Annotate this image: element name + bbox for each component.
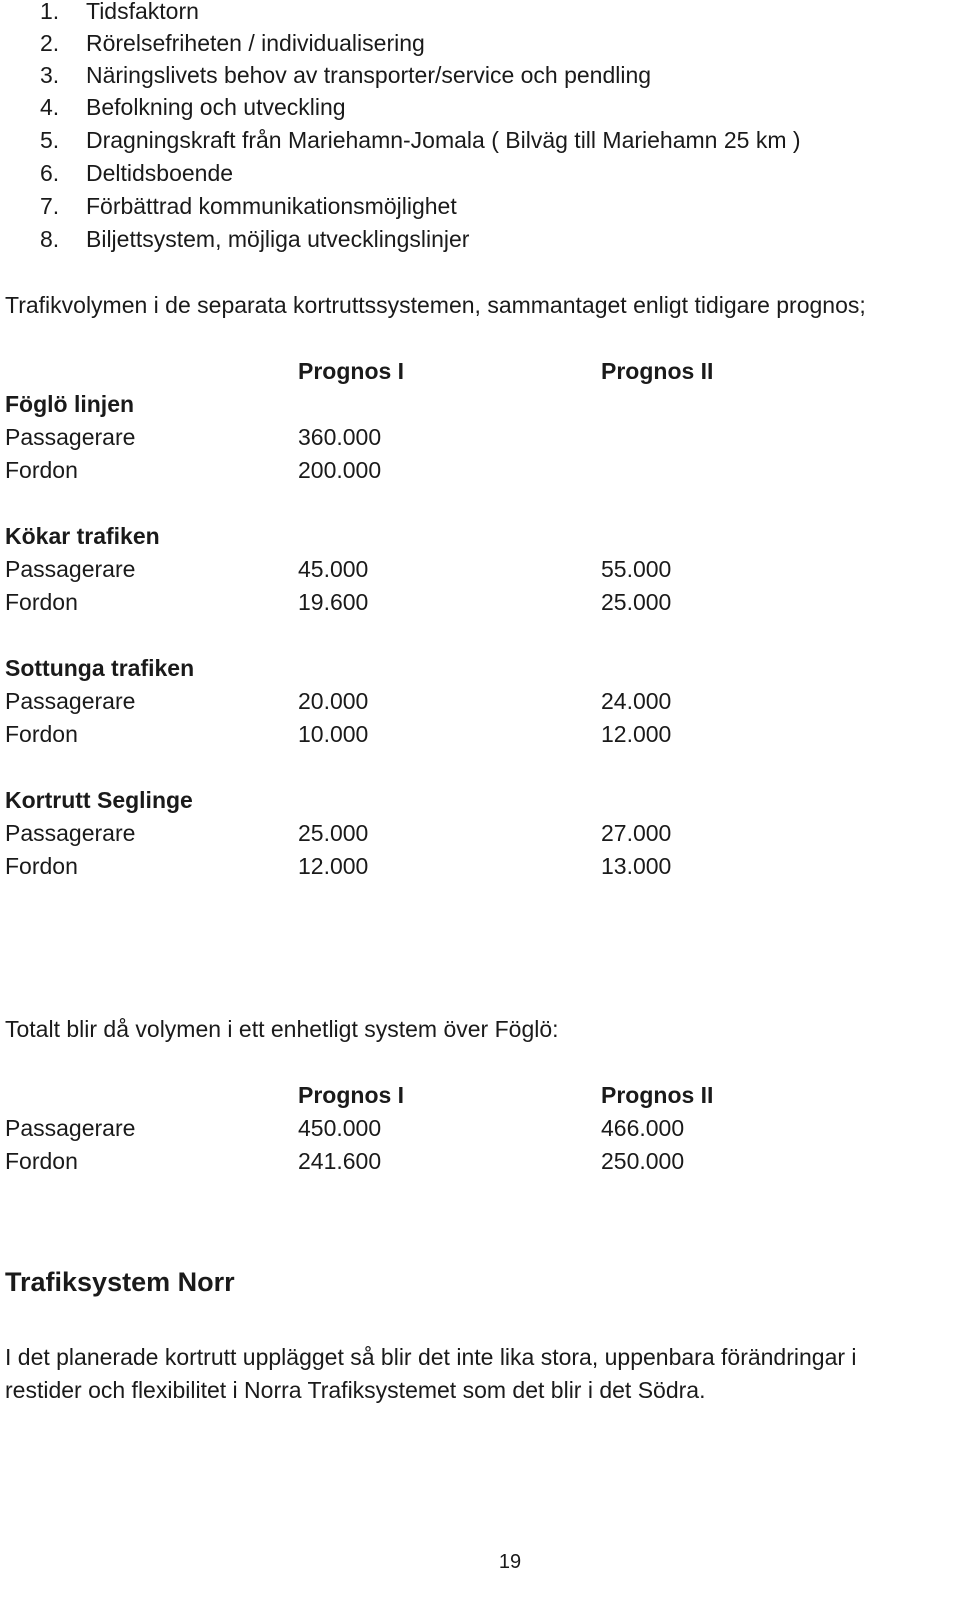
list-text: Deltidsboende	[86, 160, 234, 186]
value-prognos-1: 19.600	[298, 589, 369, 615]
row-label: Fordon	[5, 589, 78, 615]
section-body-line: restider och flexibilitet i Norra Trafiksystemet som det blir i det Södra.	[5, 1377, 706, 1403]
value-prognos-1: 20.000	[298, 688, 369, 714]
list-text: Befolkning och utveckling	[86, 94, 346, 120]
list-number: 8.	[40, 226, 60, 252]
row-label: Fordon	[5, 721, 78, 747]
list-text: Tidsfaktorn	[86, 0, 199, 24]
value-prognos-1: 10.000	[298, 721, 369, 747]
list-number: 4.	[40, 94, 60, 120]
page-number: 19	[498, 1551, 522, 1573]
section-heading: Trafiksystem Norr	[5, 1267, 235, 1297]
total-row-label: Fordon	[5, 1148, 78, 1174]
total-value-prognos-1: 450.000	[298, 1115, 382, 1141]
column-header-prognos-1: Prognos I	[298, 358, 405, 384]
total-value-prognos-2: 466.000	[601, 1115, 685, 1141]
total-value-prognos-2: 250.000	[601, 1148, 685, 1174]
row-label: Passagerare	[5, 688, 136, 714]
value-prognos-1: 360.000	[298, 424, 382, 450]
value-prognos-1: 45.000	[298, 556, 369, 582]
total-value-prognos-1: 241.600	[298, 1148, 382, 1174]
list-text: Biljettsystem, möjliga utvecklingslinjer	[86, 226, 470, 252]
column-header-prognos-2: Prognos II	[601, 358, 714, 384]
row-label: Fordon	[5, 457, 78, 483]
value-prognos-1: 12.000	[298, 853, 369, 879]
list-number: 7.	[40, 193, 60, 219]
list-number: 6.	[40, 160, 60, 186]
total-header-prognos-1: Prognos I	[298, 1082, 405, 1108]
total-intro: Totalt blir då volymen i ett enhetligt system över Föglö:	[5, 1016, 559, 1042]
row-label: Passagerare	[5, 556, 136, 582]
route-heading: Föglö linjen	[5, 391, 135, 417]
total-header-prognos-2: Prognos II	[601, 1082, 714, 1108]
row-label: Passagerare	[5, 820, 136, 846]
intro-paragraph: Trafikvolymen i de separata kortruttssystemen, sammantaget enligt tidigare prognos;	[5, 292, 866, 318]
list-text: Rörelsefriheten / individualisering	[86, 30, 425, 56]
value-prognos-1: 25.000	[298, 820, 369, 846]
route-heading: Sottunga trafiken	[5, 655, 195, 681]
list-text: Förbättrad kommunikationsmöjlighet	[86, 193, 457, 219]
total-row-label: Passagerare	[5, 1115, 136, 1141]
row-label: Fordon	[5, 853, 78, 879]
value-prognos-2: 25.000	[601, 589, 672, 615]
value-prognos-2: 12.000	[601, 721, 672, 747]
route-heading: Kortrutt Seglinge	[5, 787, 193, 813]
list-text: Näringslivets behov av transporter/service och pendling	[86, 62, 652, 88]
value-prognos-2: 13.000	[601, 853, 672, 879]
list-text: Dragningskraft från Mariehamn-Jomala ( Bilväg till Mariehamn 25 km )	[86, 127, 801, 153]
value-prognos-2: 27.000	[601, 820, 672, 846]
section-body-line: I det planerade kortrutt upplägget så blir det inte lika stora, uppenbara förändringar i	[5, 1344, 857, 1370]
list-number: 5.	[40, 127, 60, 153]
row-label: Passagerare	[5, 424, 136, 450]
list-number: 3.	[40, 62, 60, 88]
value-prognos-2: 55.000	[601, 556, 672, 582]
list-number: 1.	[40, 0, 60, 24]
list-number: 2.	[40, 30, 60, 56]
value-prognos-2: 24.000	[601, 688, 672, 714]
value-prognos-1: 200.000	[298, 457, 382, 483]
route-heading: Kökar trafiken	[5, 523, 160, 549]
